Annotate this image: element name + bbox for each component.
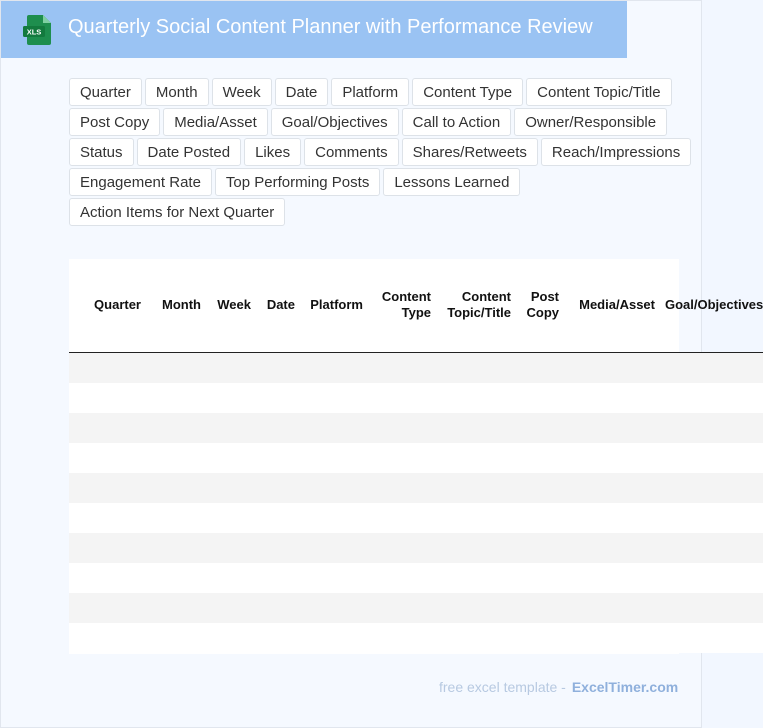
table-row: [69, 352, 763, 383]
table-cell[interactable]: [251, 533, 295, 563]
field-chip[interactable]: Month: [145, 78, 209, 106]
table-cell[interactable]: [295, 623, 363, 653]
table-cell[interactable]: [431, 593, 511, 623]
table-cell[interactable]: [511, 352, 559, 383]
field-chip[interactable]: Quarter: [69, 78, 142, 106]
table-cell[interactable]: [511, 383, 559, 413]
planner-table: [69, 259, 763, 653]
table-cell[interactable]: [655, 473, 763, 503]
table-cell[interactable]: [295, 352, 363, 383]
field-chip[interactable]: Post Copy: [69, 108, 160, 136]
table-cell[interactable]: [295, 503, 363, 533]
column-header[interactable]: Week: [201, 259, 251, 352]
table-cell[interactable]: [69, 533, 141, 563]
field-chip[interactable]: Status: [69, 138, 134, 166]
table-cell[interactable]: [69, 473, 141, 503]
table-cell[interactable]: [251, 503, 295, 533]
table-cell[interactable]: [559, 623, 655, 653]
table-cell[interactable]: [141, 563, 201, 593]
table-row: [69, 503, 763, 533]
field-chip[interactable]: Week: [212, 78, 272, 106]
table-cell[interactable]: [559, 563, 655, 593]
table-cell[interactable]: [201, 563, 251, 593]
table-cell[interactable]: [201, 443, 251, 473]
table-cell[interactable]: [511, 623, 559, 653]
table-cell[interactable]: [559, 383, 655, 413]
table-cell[interactable]: [511, 503, 559, 533]
table-cell[interactable]: [511, 563, 559, 593]
column-header[interactable]: Content Type: [363, 259, 431, 352]
table-cell[interactable]: [141, 413, 201, 443]
table-cell[interactable]: [559, 352, 655, 383]
table-cell[interactable]: [295, 533, 363, 563]
table-cell[interactable]: [363, 413, 431, 443]
page-title: Quarterly Social Content Planner with Performance Review: [68, 16, 593, 38]
table-row: [69, 473, 763, 503]
table-cell[interactable]: [363, 503, 431, 533]
table-row: [69, 443, 763, 473]
table-row: [69, 593, 763, 623]
table-cell[interactable]: [511, 413, 559, 443]
table-cell[interactable]: [141, 352, 201, 383]
table-cell[interactable]: [655, 503, 763, 533]
field-chip[interactable]: Comments: [304, 138, 399, 166]
column-header[interactable]: Media/Asset: [559, 259, 655, 352]
table-cell[interactable]: [511, 533, 559, 563]
table-row: [69, 413, 763, 443]
table-cell[interactable]: [295, 383, 363, 413]
table-row: [69, 563, 763, 593]
table-cell[interactable]: [201, 623, 251, 653]
field-chip-list: [69, 78, 694, 226]
xls-file-icon: [23, 14, 53, 46]
table-cell[interactable]: [431, 443, 511, 473]
table-cell[interactable]: [431, 383, 511, 413]
table-cell[interactable]: [559, 503, 655, 533]
table-cell[interactable]: [431, 352, 511, 383]
table-cell[interactable]: [295, 413, 363, 443]
table-cell[interactable]: [431, 503, 511, 533]
column-header[interactable]: Platform: [295, 259, 363, 352]
table-cell[interactable]: [363, 593, 431, 623]
table-cell[interactable]: [141, 503, 201, 533]
table-cell[interactable]: [431, 533, 511, 563]
table-cell[interactable]: [251, 443, 295, 473]
table-cell[interactable]: [141, 593, 201, 623]
table-cell[interactable]: [295, 473, 363, 503]
table-cell[interactable]: [363, 352, 431, 383]
table-cell[interactable]: [141, 473, 201, 503]
table-cell[interactable]: [295, 563, 363, 593]
field-chip[interactable]: Owner/Responsible: [514, 108, 667, 136]
table-cell[interactable]: [559, 413, 655, 443]
table-cell[interactable]: [69, 563, 141, 593]
table-cell[interactable]: [431, 413, 511, 443]
table-cell[interactable]: [69, 352, 141, 383]
table-cell[interactable]: [251, 383, 295, 413]
table-cell[interactable]: [655, 413, 763, 443]
table-cell[interactable]: [655, 623, 763, 653]
table-cell[interactable]: [655, 563, 763, 593]
table-cell[interactable]: [251, 352, 295, 383]
table-cell[interactable]: [363, 563, 431, 593]
table-cell[interactable]: [559, 473, 655, 503]
table-cell[interactable]: [363, 383, 431, 413]
field-chip[interactable]: Lessons Learned: [383, 168, 520, 196]
table-cell[interactable]: [69, 503, 141, 533]
table-cell[interactable]: [363, 533, 431, 563]
table-cell[interactable]: [251, 413, 295, 443]
table-cell[interactable]: [201, 413, 251, 443]
field-chip[interactable]: Content Type: [412, 78, 523, 106]
table-cell[interactable]: [69, 623, 141, 653]
column-header[interactable]: Content Topic/Title: [431, 259, 511, 352]
field-chip[interactable]: Content Topic/Title: [526, 78, 671, 106]
table-cell[interactable]: [431, 623, 511, 653]
field-chip[interactable]: Platform: [331, 78, 409, 106]
table-cell[interactable]: [511, 443, 559, 473]
field-chip[interactable]: Likes: [244, 138, 301, 166]
column-header[interactable]: Month: [141, 259, 201, 352]
table-cell[interactable]: [141, 443, 201, 473]
field-chip[interactable]: Top Performing Posts: [215, 168, 380, 196]
field-chip[interactable]: Reach/Impressions: [541, 138, 691, 166]
table-cell[interactable]: [655, 383, 763, 413]
table-cell[interactable]: [69, 593, 141, 623]
field-chip[interactable]: Date Posted: [137, 138, 242, 166]
table-cell[interactable]: [511, 473, 559, 503]
xls-icon-label: XLS: [26, 27, 42, 37]
table-cell[interactable]: [251, 563, 295, 593]
field-chip[interactable]: Call to Action: [402, 108, 512, 136]
footer-text: free excel template -: [439, 679, 566, 695]
field-chip[interactable]: Date: [275, 78, 329, 106]
table-cell[interactable]: [655, 533, 763, 563]
table-cell[interactable]: [201, 593, 251, 623]
table-cell[interactable]: [141, 533, 201, 563]
table-row: [69, 533, 763, 563]
table-cell[interactable]: [559, 443, 655, 473]
table-cell[interactable]: [69, 413, 141, 443]
column-header[interactable]: Post Copy: [511, 259, 559, 352]
table-cell[interactable]: [295, 443, 363, 473]
field-chip[interactable]: Media/Asset: [163, 108, 268, 136]
table-cell[interactable]: [201, 383, 251, 413]
table-body: [69, 352, 763, 653]
page-header: [1, 1, 627, 58]
footer-brand-link[interactable]: ExcelTimer.com: [571, 679, 679, 695]
field-chip[interactable]: Engagement Rate: [69, 168, 212, 196]
table-cell[interactable]: [511, 593, 559, 623]
table-cell[interactable]: [141, 383, 201, 413]
column-header[interactable]: Date: [251, 259, 295, 352]
column-header[interactable]: Goal/Objectives: [655, 259, 763, 352]
table-cell[interactable]: [363, 473, 431, 503]
footer-credit: [439, 679, 678, 695]
table-cell[interactable]: [431, 563, 511, 593]
column-header[interactable]: Quarter: [69, 259, 141, 352]
table-cell[interactable]: [201, 503, 251, 533]
table-cell[interactable]: [363, 623, 431, 653]
table-cell[interactable]: [559, 533, 655, 563]
table-cell[interactable]: [655, 352, 763, 383]
field-chip[interactable]: Goal/Objectives: [271, 108, 399, 136]
field-chip[interactable]: Action Items for Next Quarter: [69, 198, 285, 226]
table-cell[interactable]: [69, 443, 141, 473]
table-cell[interactable]: [295, 593, 363, 623]
table-cell[interactable]: [363, 443, 431, 473]
table-header-row: [69, 259, 763, 352]
table-cell[interactable]: [201, 533, 251, 563]
table-cell[interactable]: [251, 473, 295, 503]
table-cell[interactable]: [251, 623, 295, 653]
table-cell[interactable]: [201, 352, 251, 383]
table-cell[interactable]: [655, 593, 763, 623]
table-cell[interactable]: [655, 443, 763, 473]
table-cell[interactable]: [431, 473, 511, 503]
table-cell[interactable]: [559, 593, 655, 623]
table-cell[interactable]: [69, 383, 141, 413]
table-cell[interactable]: [141, 623, 201, 653]
field-chip[interactable]: Shares/Retweets: [402, 138, 538, 166]
table-row: [69, 383, 763, 413]
planner-table-container[interactable]: [69, 259, 763, 654]
table-cell[interactable]: [251, 593, 295, 623]
table-row: [69, 623, 763, 653]
table-cell[interactable]: [201, 473, 251, 503]
